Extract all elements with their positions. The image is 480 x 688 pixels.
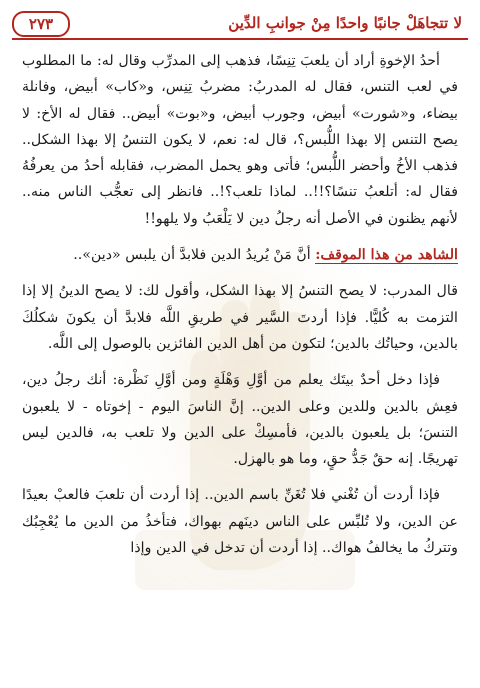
paragraph-1: أحدُ الإخوةِ أراد أن يلعبَ تِنِسًا، فذهب إلى المدرِّب وقال له: ما المطلوب في لعب التنس، فقال له المدربُ: مضربُ تِنِس، و«كاب» أبيض، وفانلة بيضاء، و«شورت» أبيض، وجورب أبيض، و«بوت» أبيض.. فقال له الأخ: لا يصح التنس إلا بهذا اللُّبس؟، قال له: نعم، لا يكون التنسُ إلا بهذا الشكل.. فذهب الأخُ وأحضر اللُّبس؛ فأتى وهو يحمل المضرب، فقابله أحدُ من يعرفُهُ فقال له: أتلعبُ تنسًا؟!!.. لماذا تلعب؟!.. فانظر إلى تعجُّب الناس منه.. لأنهم يظنون في الأصل أنه رجلُ دين لا يَلْعَبُ ولا يلهو!! [22, 53, 458, 227]
paragraph-2: قال المدرب: لا يصح التنسُ إلا بهذا الشكل، وأقول لك: لا يصح الدينُ إلا إذا التزمت به كُليًّا. فإذا أردتَ السَّير في طريقِ اللَّه فلابدَّ أن يكونَ شكلُكَ بالدين، وحياتُك بالدين؛ لتكون من أهل الدين الفائزين بالوصول إلى اللَّه. [22, 283, 458, 352]
paragraph-4: فإذا أردت أن تُغْني فلا تُغَنِّ باسم الدين.. إذا أردت أن تلعبَ فالعبْ بعيدًا عن الدين، ولا تُلبِّس على الناس دينَهم بهواك، فتأخذُ من الدين ما يُعْجِبُك وتتركُ ما يخالفُ هواك.. إذا أردت أن تدخل في الدين وإذا [22, 487, 458, 557]
paragraph-3: فإذا دخل أحدٌ بيتَك يعلم من أوَّلِ وَهْلَةٍ ومن أوَّلِ نَظْرة: أنك رجلُ دين، فعِش بالدين وللدين وعلى الدين.. إنَّ الناسَ اليوم - إخوتاه - لا يلعبون التنسَ؛ بل يلعبون بالدين، فأمسِكْ على الدين ولا تلعب به، فالدين ليس تهريجًا. إنه حقٌ جَدُّ حقٍ، وما هو بالهزل. [22, 372, 458, 468]
section-quote: أنَّ مَنْ يُريدُ الدين فلابدَّ أن يلبس «دين».. [73, 247, 311, 264]
section-heading: الشاهد من هذا الموقف: [315, 247, 458, 264]
page-body [22, 48, 458, 571]
section-heading-line [22, 242, 458, 268]
page-header [12, 10, 468, 40]
page-number: ٢٧٣ [12, 11, 70, 37]
header-title: لا تتجاهَلْ جانبًا واحدًا مِنْ جوانبِ الدِّين [228, 14, 462, 32]
